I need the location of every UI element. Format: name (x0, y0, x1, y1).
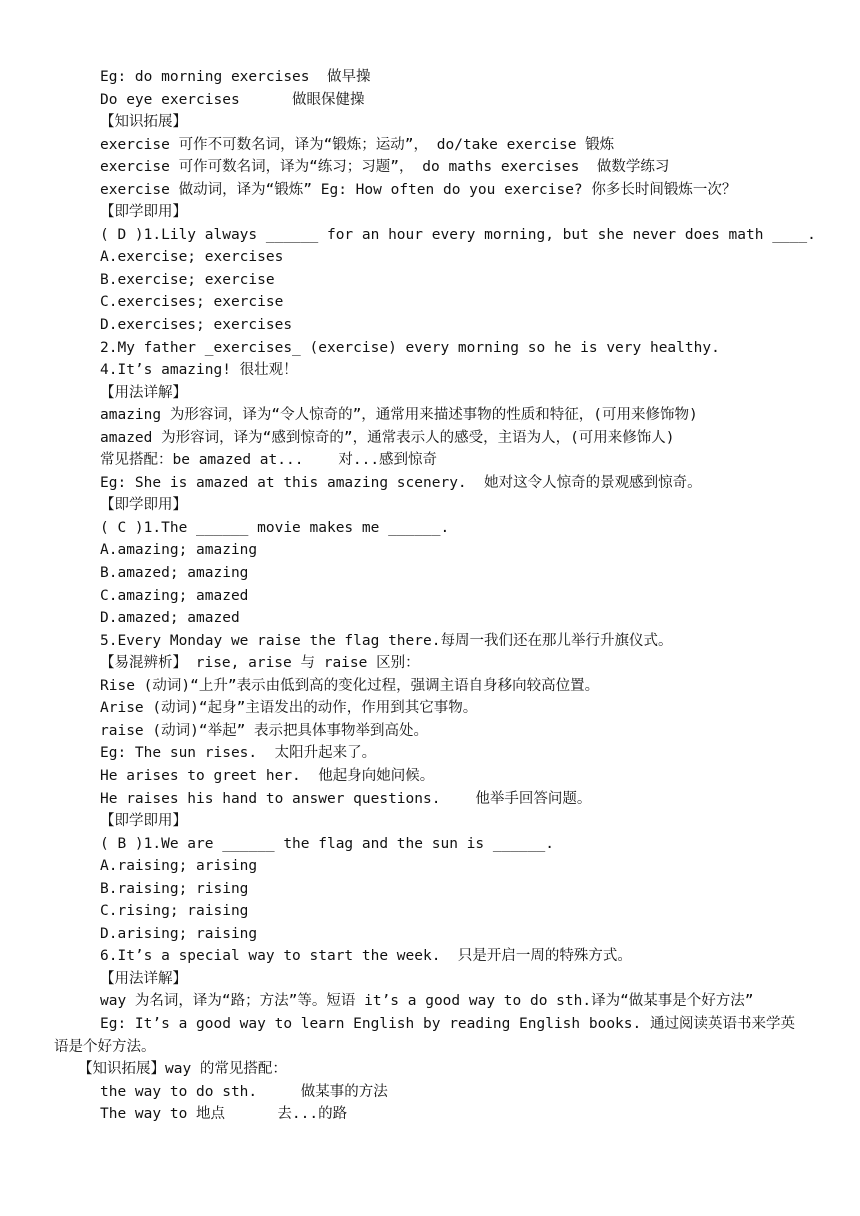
question-line: ( D )1.Lily always ______ for an hour every morning, but she never does math ____. (100, 226, 816, 243)
text-line: Arise (动词)“起身”主语发出的动作，作用到其它事物。 (100, 700, 478, 717)
option-line: B.amazed; amazing (100, 565, 249, 582)
text-line: amazed 为形容词，译为“感到惊奇的”，通常表示人的感受，主语为人，(可用来修饰人) (100, 429, 675, 446)
option-line: C.exercises; exercise (100, 294, 284, 311)
text-line: Eg: She is amazed at this amazing scenery. 她对这令人惊奇的景观感到惊奇。 (100, 474, 702, 491)
text-line: He raises his hand to answer questions. 他举手回答问题。 (100, 790, 592, 807)
text-line: amazing 为形容词，译为“令人惊奇的”，通常用来描述事物的性质和特征，(可用来修饰物) (100, 407, 698, 424)
option-line: A.raising; arising (100, 858, 258, 875)
option-line: B.raising; rising (100, 880, 249, 897)
section-heading: 【即学即用】 (100, 813, 187, 830)
section-heading: 【易混辨析】 rise, arise 与 raise 区别： (100, 655, 420, 672)
question-line: ( B )1.We are ______ the flag and the sun is ______. (100, 835, 554, 852)
paragraph (54, 1013, 805, 1058)
option-line: A.exercise; exercises (100, 249, 284, 266)
text-line: Eg: The sun rises. 太阳升起来了。 (100, 745, 377, 762)
option-line: C.rising; raising (100, 903, 249, 920)
text-line: 常见搭配：be amazed at... 对...感到惊奇 (100, 452, 438, 469)
text-line: Rise (动词)“上升”表示由低到高的变化过程，强调主语自身移向较高位置。 (100, 677, 600, 694)
text-line: exercise 可作不可数名词，译为“锻炼；运动”， do/take exercise 锻炼 (100, 136, 615, 153)
paragraph (54, 990, 805, 1013)
section-heading: 【用法详解】 (100, 384, 187, 401)
question-line: ( C )1.The ______ movie makes me ______. (100, 519, 450, 536)
text-line: exercise 可作可数名词，译为“练习；习题”， do maths exercises 做数学练习 (100, 159, 670, 176)
option-line: B.exercise; exercise (100, 271, 275, 288)
document-body (54, 66, 816, 1126)
section-heading: 【知识拓展】way 的常见搭配： (78, 1061, 287, 1078)
text-line: Do eye exercises 做眼保健操 (100, 91, 365, 108)
text-line: 5.Every Monday we raise the flag there.每周一我们还在那儿举行升旗仪式。 (100, 632, 673, 649)
question-line: 2.My father _exercises_ (exercise) every morning so he is very healthy. (100, 339, 720, 356)
section-heading: 【即学即用】 (100, 497, 187, 514)
text-line: 6.It’s a special way to start the week. 只是开启一周的特殊方式。 (100, 948, 632, 965)
paragraph-text: Eg: It’s a good way to learn English by reading English books. 通过阅读英语书来学英语是个好方法。 (54, 1015, 795, 1055)
option-line: C.amazing; amazed (100, 587, 249, 604)
text-line: the way to do sth. 做某事的方法 (100, 1083, 388, 1100)
option-line: D.exercises; exercises (100, 317, 293, 334)
text-line: exercise 做动词，译为“锻炼” Eg: How often do you exercise? 你多长时间锻炼一次？ (100, 181, 737, 198)
option-line: A.amazing; amazing (100, 542, 258, 559)
text-line: 4.It’s amazing! 很壮观！ (100, 362, 298, 379)
paragraph-text: way 为名词，译为“路；方法”等。短语 it’s a good way to do sth.译为“做某事是个好方法” (100, 993, 754, 1010)
option-line: D.amazed; amazed (100, 610, 240, 627)
section-heading: 【即学即用】 (100, 204, 187, 221)
text-line: raise (动词)“举起” 表示把具体事物举到高处。 (100, 722, 429, 739)
section-heading: 【用法详解】 (100, 970, 187, 987)
text-line: The way to 地点 去...的路 (100, 1106, 348, 1123)
text-line: Eg: do morning exercises 做早操 (100, 69, 371, 85)
text-line: He arises to greet her. 他起身向她问候。 (100, 767, 435, 784)
section-heading: 【知识拓展】 (100, 114, 187, 131)
option-line: D.arising; raising (100, 925, 258, 942)
